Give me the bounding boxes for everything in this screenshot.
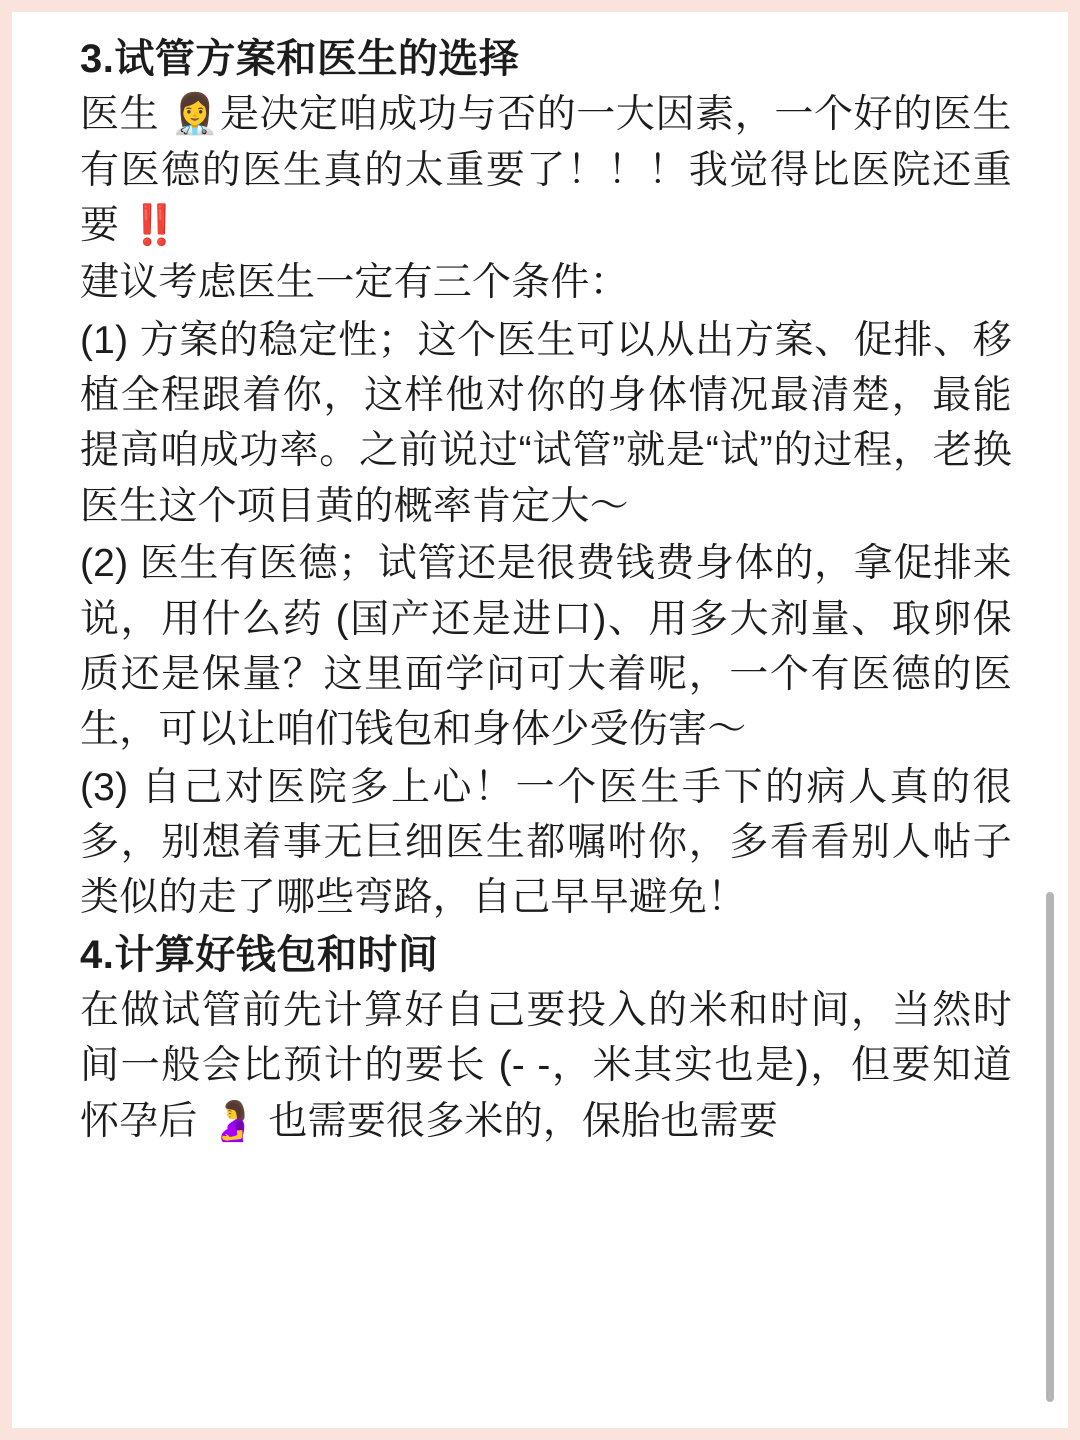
section-heading-3: 3.试管方案和医生的选择: [80, 37, 520, 81]
paragraph-condition-2: (2) 医生有医德；试管还是很费钱费身体的，拿促排来说，用什么药 (国产还是进口)、用多大剂量、取卵保质还是保量？这里面学问可大着呢，一个有医德的医生，可以让咱们钱包和身体少受伤害～: [80, 542, 1012, 752]
vertical-scrollbar[interactable]: [1046, 892, 1054, 1402]
paragraph-budget-time: 在做试管前先计算好自己要投入的米和时间，当然时间一般会比预计的要长 (- -，米其实也是)，但要知道怀孕后 🤰 也需要很多米的，保胎也需要: [80, 989, 1012, 1143]
paragraph-doctor-importance: 医生 👩‍⚕️是决定咱成功与否的一大因素，一个好的医生有医德的医生真的太重要了！！！我觉得比医院还重要 ‼️: [80, 93, 1012, 247]
section-heading-4: 4.计算好钱包和时间: [80, 932, 439, 977]
scrollbar-thumb[interactable]: [1046, 892, 1054, 1402]
paragraph-condition-3: (3) 自己对医院多上心！一个医生手下的病人真的很多，别想着事无巨细医生都嘱咐你，多看看别人帖子类似的走了哪些弯路，自己早早避免！: [80, 765, 1012, 920]
paragraph-condition-1: (1) 方案的稳定性；这个医生可以从出方案、促排、移植全程跟着你，这样他对你的身体情况最清楚，最能提高咱成功率。之前说过“试管”就是“试”的过程，老换医生这个项目黄的概率肯定大～: [80, 318, 1012, 528]
note-content: [12, 12, 1068, 1151]
paragraph-three-conditions-intro: 建议考虑医生一定有三个条件：: [80, 261, 629, 305]
